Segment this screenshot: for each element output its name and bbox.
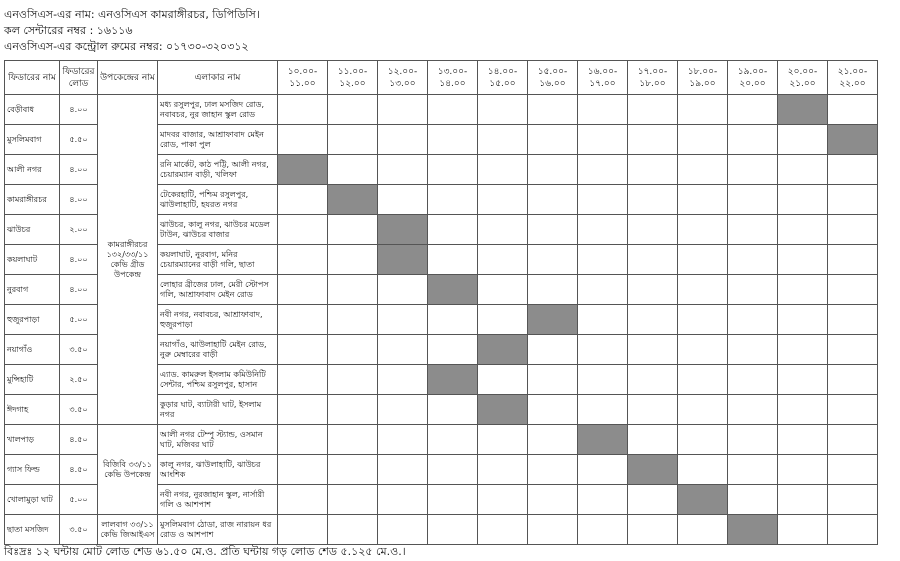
slot-cell xyxy=(328,155,378,185)
slot-cell xyxy=(628,245,678,275)
slot-cell xyxy=(828,425,878,455)
slot-cell xyxy=(478,125,528,155)
slot-cell xyxy=(578,485,628,515)
slot-cell xyxy=(728,155,778,185)
slot-cell xyxy=(428,395,478,425)
slot-cell xyxy=(728,215,778,245)
slot-cell xyxy=(278,125,328,155)
shed-slot-cell xyxy=(478,335,528,365)
slot-cell xyxy=(778,155,828,185)
area-name: কুড়ার ঘাট, ব্যাটারী ঘাট, ইসলাম নগর xyxy=(158,395,278,425)
feeder-load: ৩.৫০ xyxy=(60,395,98,425)
slot-cell xyxy=(378,485,428,515)
slot-cell xyxy=(278,245,328,275)
slot-cell xyxy=(528,395,578,425)
slot-cell xyxy=(528,215,578,245)
slot-cell xyxy=(278,305,328,335)
feeder-name: মুসলিমবাগ xyxy=(5,125,60,155)
feeder-load: ৫.০০ xyxy=(60,485,98,515)
slot-cell xyxy=(578,155,628,185)
control-room-line: এনওসিএস-এর কন্ট্রোল রুমের নম্বর: ০১৭৩০-৩২০৩১২ xyxy=(4,40,249,53)
slot-cell xyxy=(628,365,678,395)
slot-cell xyxy=(728,95,778,125)
slot-cell xyxy=(728,305,778,335)
slot-cell xyxy=(678,185,728,215)
slot-cell xyxy=(778,455,828,485)
feeder-name: নুরবাগ xyxy=(5,275,60,305)
slot-cell xyxy=(778,365,828,395)
header-time-slot: ১৯.০০- ২০.০০ xyxy=(728,61,778,95)
area-name: নয়াগাঁও, ঝাউলাহাটি মেইন রোড, নুরু মেম্বারের বাড়ী xyxy=(158,335,278,365)
area-name: রনি মার্কেট, কাঠ পট্টি, আলী নগর, চেয়ারম্যান বাড়ী, খলিফা xyxy=(158,155,278,185)
slot-cell xyxy=(628,395,678,425)
shed-slot-cell xyxy=(478,395,528,425)
slot-cell xyxy=(528,335,578,365)
ngss-name-line: এনওসিএস-এর নাম: এনওসিএস কামরাঙ্গীরচর, ডিপিডিসি। xyxy=(4,8,260,21)
slot-cell xyxy=(478,95,528,125)
slot-cell xyxy=(528,185,578,215)
slot-cell xyxy=(478,275,528,305)
feeder-load: ৪.৫০ xyxy=(60,425,98,455)
slot-cell xyxy=(578,185,628,215)
header-time-slot: ১৬.০০- ১৭.০০ xyxy=(578,61,628,95)
slot-cell xyxy=(678,305,728,335)
slot-cell xyxy=(578,395,628,425)
slot-cell xyxy=(278,425,328,455)
slot-cell xyxy=(328,515,378,545)
slot-cell xyxy=(778,305,828,335)
slot-cell xyxy=(778,485,828,515)
area-name: কয়লাঘাট, নুরবাগ, মনির চেয়ারম্যানের বাড়ী গলি, ছাতা xyxy=(158,245,278,275)
header-feeder: ফিডারের নাম xyxy=(5,61,60,95)
substation-name: লালবাগ ৩৩/১১ কেভি জিআইএস xyxy=(98,515,158,545)
feeder-load: ৪.০০ xyxy=(60,185,98,215)
slot-cell xyxy=(678,515,728,545)
area-name: টেকেরহাটি, পশ্চিম রসুলপুর, ঝাউলাহাটি, হযরত নগর xyxy=(158,185,278,215)
shed-slot-cell xyxy=(678,485,728,515)
slot-cell xyxy=(428,305,478,335)
slot-cell xyxy=(578,245,628,275)
substation-name: কামরাঙ্গীরচর ১৩২/৩৩/১১ কেভি গ্রীড উপকেন্দ্র xyxy=(98,95,158,425)
slot-cell xyxy=(378,125,428,155)
area-name: মুসলিমবাগ ঠোডা, রাজ নারায়ন ধর রোড ও আশপাশ xyxy=(158,515,278,545)
feeder-name: গ্যাস ফিল্ড xyxy=(5,455,60,485)
slot-cell xyxy=(628,515,678,545)
header-load: ফিডারের লোড xyxy=(60,61,98,95)
slot-cell xyxy=(828,455,878,485)
slot-cell xyxy=(528,515,578,545)
slot-cell xyxy=(428,185,478,215)
slot-cell xyxy=(528,95,578,125)
slot-cell xyxy=(378,185,428,215)
feeder-name: হুজুরপাড়া xyxy=(5,305,60,335)
slot-cell xyxy=(578,335,628,365)
shed-slot-cell xyxy=(278,155,328,185)
feeder-name: ঝাউচর xyxy=(5,215,60,245)
slot-cell xyxy=(378,365,428,395)
shed-slot-cell xyxy=(828,125,878,155)
slot-cell xyxy=(328,395,378,425)
slot-cell xyxy=(328,485,378,515)
slot-cell xyxy=(578,215,628,245)
shed-slot-cell xyxy=(428,275,478,305)
slot-cell xyxy=(578,515,628,545)
slot-cell xyxy=(778,425,828,455)
slot-cell xyxy=(278,215,328,245)
feeder-load: ২.৫০ xyxy=(60,365,98,395)
slot-cell xyxy=(278,185,328,215)
slot-cell xyxy=(478,515,528,545)
slot-cell xyxy=(828,215,878,245)
feeder-name: ঈদগাহ xyxy=(5,395,60,425)
slot-cell xyxy=(478,425,528,455)
slot-cell xyxy=(778,185,828,215)
slot-cell xyxy=(678,125,728,155)
slot-cell xyxy=(828,335,878,365)
slot-cell xyxy=(678,335,728,365)
slot-cell xyxy=(278,485,328,515)
header-substation: উপকেন্দ্রের নাম xyxy=(98,61,158,95)
slot-cell xyxy=(478,155,528,185)
table-header-row xyxy=(5,61,878,95)
slot-cell xyxy=(778,275,828,305)
feeder-load: ৪.৫০ xyxy=(60,455,98,485)
slot-cell xyxy=(628,485,678,515)
shed-slot-cell xyxy=(378,215,428,245)
slot-cell xyxy=(778,125,828,155)
shed-slot-cell xyxy=(578,425,628,455)
slot-cell xyxy=(278,335,328,365)
header-time-slot: ১১.০০- ১২.০০ xyxy=(328,61,378,95)
slot-cell xyxy=(528,485,578,515)
slot-cell xyxy=(628,95,678,125)
table-row xyxy=(5,95,878,125)
feeder-name: কয়লাঘাট xyxy=(5,245,60,275)
slot-cell xyxy=(278,395,328,425)
slot-cell xyxy=(828,305,878,335)
slot-cell xyxy=(728,245,778,275)
slot-cell xyxy=(578,275,628,305)
slot-cell xyxy=(478,245,528,275)
area-name: লোহার ব্রীজের ঢাল, মেরী স্টোপস গলি, আশ্রাফাবাদ মেইন রোড xyxy=(158,275,278,305)
slot-cell xyxy=(628,125,678,155)
slot-cell xyxy=(678,215,728,245)
area-name: আলী নগর টেম্পু স্ট্যান্ড, ওসমান ঘাট, মজিবর ঘাট xyxy=(158,425,278,455)
footnote: বিঃদ্রঃ ১২ ঘন্টায় মোট লোড শেড ৬১.৫০ মে.ও. প্রতি ঘন্টায় গড় লোড শেড ৫.১২৫ মে.ও.। xyxy=(4,545,406,558)
slot-cell xyxy=(328,335,378,365)
feeder-load: ৪.০০ xyxy=(60,155,98,185)
slot-cell xyxy=(378,425,428,455)
call-center-line: কল সেন্টারের নম্বর : ১৬১১৬ xyxy=(4,24,133,37)
slot-cell xyxy=(378,155,428,185)
feeder-load: ৪.০০ xyxy=(60,275,98,305)
shed-slot-cell xyxy=(328,185,378,215)
header-time-slot: ১৪.০০- ১৫.০০ xyxy=(478,61,528,95)
slot-cell xyxy=(628,425,678,455)
load-shedding-table xyxy=(4,60,878,545)
slot-cell xyxy=(728,425,778,455)
slot-cell xyxy=(578,95,628,125)
slot-cell xyxy=(328,275,378,305)
slot-cell xyxy=(778,515,828,545)
shed-slot-cell xyxy=(778,95,828,125)
slot-cell xyxy=(478,365,528,395)
shed-slot-cell xyxy=(528,305,578,335)
header-time-slot: ১৮.০০- ১৯.০০ xyxy=(678,61,728,95)
feeder-load: ৩.৫০ xyxy=(60,335,98,365)
slot-cell xyxy=(328,365,378,395)
slot-cell xyxy=(828,245,878,275)
slot-cell xyxy=(528,245,578,275)
slot-cell xyxy=(478,305,528,335)
slot-cell xyxy=(678,365,728,395)
slot-cell xyxy=(428,455,478,485)
slot-cell xyxy=(528,365,578,395)
slot-cell xyxy=(678,95,728,125)
slot-cell xyxy=(728,395,778,425)
slot-cell xyxy=(728,125,778,155)
slot-cell xyxy=(628,185,678,215)
slot-cell xyxy=(528,455,578,485)
slot-cell xyxy=(428,155,478,185)
slot-cell xyxy=(578,455,628,485)
shed-slot-cell xyxy=(378,245,428,275)
area-name: নবী নগর, নুরজাহান স্কুল, নার্সারী গলি ও আশপাশ xyxy=(158,485,278,515)
slot-cell xyxy=(428,515,478,545)
slot-cell xyxy=(328,215,378,245)
slot-cell xyxy=(678,245,728,275)
area-name: এ্যাড. কামরুল ইসলাম কমিউনিটি সেন্টার, পশ্চিম রসুলপুর, হাসান xyxy=(158,365,278,395)
header-time-slot: ২০.০০- ২১.০০ xyxy=(778,61,828,95)
shed-slot-cell xyxy=(728,515,778,545)
slot-cell xyxy=(378,305,428,335)
feeder-load: ৪.০০ xyxy=(60,95,98,125)
slot-cell xyxy=(278,275,328,305)
slot-cell xyxy=(828,275,878,305)
slot-cell xyxy=(378,275,428,305)
slot-cell xyxy=(828,365,878,395)
slot-cell xyxy=(678,425,728,455)
slot-cell xyxy=(428,125,478,155)
slot-cell xyxy=(528,275,578,305)
feeder-load: ২.০০ xyxy=(60,215,98,245)
feeder-name: খালপাড় xyxy=(5,425,60,455)
slot-cell xyxy=(328,245,378,275)
slot-cell xyxy=(378,395,428,425)
table-row xyxy=(5,425,878,455)
feeder-name: কামরাঙ্গীরচর xyxy=(5,185,60,215)
feeder-load: ৩.৫০ xyxy=(60,515,98,545)
slot-cell xyxy=(728,185,778,215)
slot-cell xyxy=(828,155,878,185)
header-time-slot: ১৩.০০- ১৪.০০ xyxy=(428,61,478,95)
slot-cell xyxy=(428,335,478,365)
slot-cell xyxy=(828,95,878,125)
slot-cell xyxy=(678,395,728,425)
slot-cell xyxy=(628,275,678,305)
slot-cell xyxy=(728,455,778,485)
slot-cell xyxy=(828,485,878,515)
slot-cell xyxy=(778,245,828,275)
slot-cell xyxy=(428,95,478,125)
slot-cell xyxy=(428,245,478,275)
feeder-load: ৫.০০ xyxy=(60,305,98,335)
slot-cell xyxy=(428,215,478,245)
shed-slot-cell xyxy=(628,455,678,485)
area-name: মধ্য রসুলপুর, ঢাল মসজিদ রোড, নবাবচর, নুর জাহান স্কুল রোড xyxy=(158,95,278,125)
slot-cell xyxy=(378,335,428,365)
feeder-name: আলী নগর xyxy=(5,155,60,185)
area-name: ঝাউচর, কালু নগর, ঝাউচর মডেল টাউন, ঝাউচর বাজার xyxy=(158,215,278,245)
header-time-slot: ১০.০০- ১১.০০ xyxy=(278,61,328,95)
header-time-slot: ১২.০০- ১৩.০০ xyxy=(378,61,428,95)
header-area: এলাকার নাম xyxy=(158,61,278,95)
header-time-slot: ১৭.০০- ১৮.০০ xyxy=(628,61,678,95)
slot-cell xyxy=(578,125,628,155)
slot-cell xyxy=(678,155,728,185)
feeder-name: খোলামুড়া ঘাট xyxy=(5,485,60,515)
table-body xyxy=(5,95,878,545)
slot-cell xyxy=(578,305,628,335)
slot-cell xyxy=(578,365,628,395)
slot-cell xyxy=(428,425,478,455)
area-name: কালু নগর, ঝাউলাহাটি, ঝাউচর আংশিক xyxy=(158,455,278,485)
slot-cell xyxy=(378,515,428,545)
slot-cell xyxy=(278,515,328,545)
slot-cell xyxy=(278,455,328,485)
slot-cell xyxy=(678,455,728,485)
slot-cell xyxy=(528,155,578,185)
slot-cell xyxy=(628,155,678,185)
slot-cell xyxy=(478,185,528,215)
slot-cell xyxy=(728,335,778,365)
slot-cell xyxy=(478,485,528,515)
slot-cell xyxy=(628,215,678,245)
header-time-slot: ১৫.০০- ১৬.০০ xyxy=(528,61,578,95)
slot-cell xyxy=(528,125,578,155)
shed-slot-cell xyxy=(428,365,478,395)
slot-cell xyxy=(528,425,578,455)
feeder-name: বেড়ীবাধ xyxy=(5,95,60,125)
area-name: মাদবর বাজার, আশ্রাফাবাদ মেইন রোড, পাকা পুল xyxy=(158,125,278,155)
slot-cell xyxy=(328,425,378,455)
slot-cell xyxy=(628,335,678,365)
slot-cell xyxy=(478,215,528,245)
slot-cell xyxy=(278,95,328,125)
slot-cell xyxy=(378,95,428,125)
slot-cell xyxy=(628,305,678,335)
substation-name: বিজিবি ৩৩/১১ কেভি উপকেন্দ্র xyxy=(98,425,158,515)
table-row xyxy=(5,515,878,545)
area-name: নবী নগর, নবাবচর, আশ্রাফাবাদ, হুজুরপাড়া xyxy=(158,305,278,335)
slot-cell xyxy=(428,485,478,515)
slot-cell xyxy=(778,395,828,425)
feeder-load: ৫.৫০ xyxy=(60,125,98,155)
slot-cell xyxy=(328,95,378,125)
feeder-name: নয়াগাঁও xyxy=(5,335,60,365)
slot-cell xyxy=(328,305,378,335)
slot-cell xyxy=(728,365,778,395)
header-time-slot: ২১.০০- ২২.০০ xyxy=(828,61,878,95)
slot-cell xyxy=(728,485,778,515)
slot-cell xyxy=(828,185,878,215)
slot-cell xyxy=(378,455,428,485)
feeder-name: মুন্সিহাটি xyxy=(5,365,60,395)
slot-cell xyxy=(328,455,378,485)
slot-cell xyxy=(678,275,728,305)
feeder-name: ছাতা মসজিদ xyxy=(5,515,60,545)
slot-cell xyxy=(828,515,878,545)
slot-cell xyxy=(478,455,528,485)
slot-cell xyxy=(728,275,778,305)
slot-cell xyxy=(278,365,328,395)
slot-cell xyxy=(828,395,878,425)
slot-cell xyxy=(778,335,828,365)
slot-cell xyxy=(328,125,378,155)
feeder-load: ৪.০০ xyxy=(60,245,98,275)
slot-cell xyxy=(778,215,828,245)
